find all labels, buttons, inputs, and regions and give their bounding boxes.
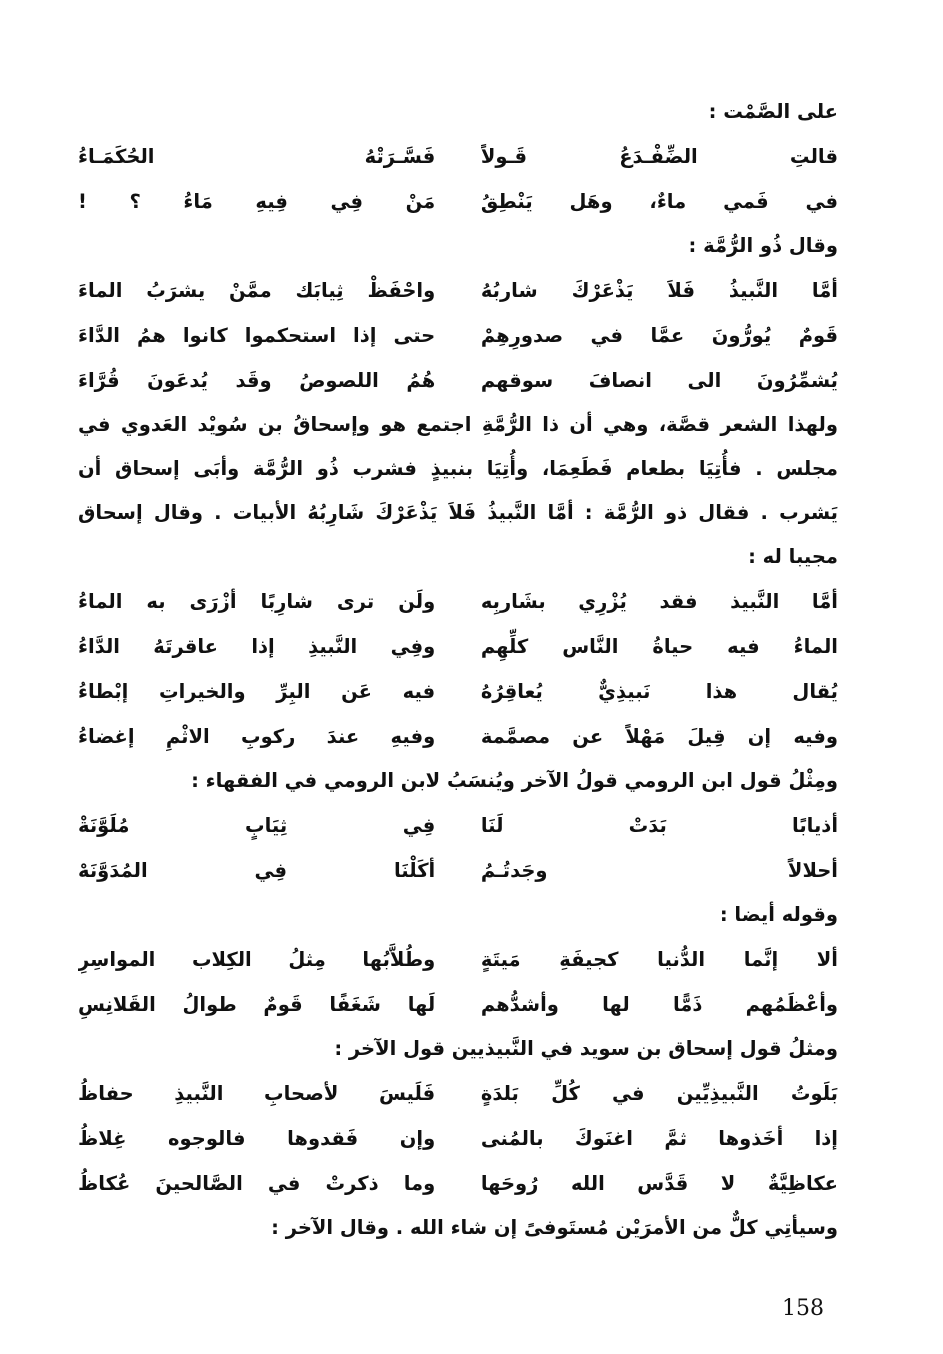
second-hemistich: ولَن ترى شارِبًا أزْرَى به الماءُ [78, 590, 436, 613]
second-hemistich: أكَلْنَا فِي المُدَوَّنَهْ [78, 859, 436, 882]
second-hemistich: وطُلاَّبُها مِثلُ الكِلاب المواسِرِ [78, 948, 436, 971]
closing-line: وسيأتِي كلٌّ من الأمرَيْن مُستَوفىً إن شاء الله . وقال الآخر : [271, 1216, 838, 1239]
verse-line [78, 313, 838, 358]
first-hemistich: يُقال هذا نَبيذِيٌّ يُعاقِرُهُ [480, 680, 838, 703]
verse-line [78, 624, 838, 669]
paragraph-line: ولهذا الشعر قصَّة، وهي أن ذا الرُّمَّةِ اجتمع هو وإسحاقُ بن سُويْد العَدوي في [78, 413, 838, 436]
first-hemistich: أمَّا النَّبيذُ فَلاَ يَذْعَرْكَ شاربُهُ [480, 279, 838, 302]
section-heading: وقال ذُو الرُّمَّة : [688, 234, 838, 257]
first-hemistich: قالتِ الضِّفْـدَعُ قَـولاً [480, 145, 838, 168]
second-hemistich: وفيهِ عندَ ركوبِ الاثْمِ إغضاءُ [78, 725, 436, 748]
verse-line [78, 1161, 838, 1206]
verse-line [78, 669, 838, 714]
second-hemistich: حتى إذا استحكموا كانوا همُ الدَّاءَ [78, 324, 436, 347]
section-heading: ومثلُ قول إسحاق بن سويد في النَّبيذيين قول الآخر : [334, 1037, 838, 1060]
second-hemistich: هُمُ اللصوصُ وقَد يُدعَونَ قُرَّاءَ [78, 369, 436, 392]
second-hemistich: فِي ثِيَابٍ مُلَوَّنَةْ [78, 814, 436, 837]
verse-line [78, 1071, 838, 1116]
first-hemistich: وفيه إن قِيلَ مَهْلاً عن مصمَّمة [480, 725, 838, 748]
section-heading: وقوله أيضا : [719, 903, 838, 926]
paragraph-line: يَشرب . فقال ذو الرُّمَّة : أمَّا النَّبيذُ فَلاَ يَذْعَرْكَ شَارِبُهُ الأبيات . وقال إسحاق [78, 501, 838, 524]
second-hemistich: وإن فَقدوها فالوجوه غِلاظُ [78, 1127, 436, 1150]
first-hemistich: عكاظِيَّةٌ لا قَدَّس الله رُوحَها [480, 1172, 838, 1195]
second-hemistich: فَسَّـرَتْهُ الحُكَمَـاءُ [78, 145, 436, 168]
verse-line [78, 714, 838, 759]
first-hemistich: إذا أخَذوها ثمَّ اغنَوكَ بالمُنى [480, 1127, 838, 1150]
verse-line [78, 848, 838, 893]
first-hemistich: قَومٌ يُورُّونَ عمَّا في صدورِهِمْ [480, 324, 838, 347]
first-hemistich: ألا إنَّما الدُّنيا كجيفَةِ مَيتَةٍ [480, 948, 838, 971]
second-hemistich: فَلَيسَ لأصحابِ النَّبيذِ حفاظُ [78, 1082, 436, 1105]
second-hemistich: فيه عَن البِرِّ والخيراتِ إبْطاءُ [78, 680, 436, 703]
verse-line [78, 937, 838, 982]
verse-line [78, 803, 838, 848]
second-hemistich: لَها شَغَفًا قَومٌ طوالُ القَلانِسِ [78, 993, 436, 1016]
first-hemistich: بَلَوتُ النَّبيذِيِّين في كُلِّ بَلدَةٍ [480, 1082, 838, 1105]
second-hemistich: وما ذكرتْ في الصَّالحينَ عُكاظُ [78, 1172, 436, 1195]
first-hemistich: أمَّا النَّبيذ فقد يُزْرِي بشَاربِه [480, 590, 838, 613]
verse-line [78, 1116, 838, 1161]
verse-line [78, 268, 838, 313]
section-heading: على الصَّمْت : [708, 100, 838, 123]
first-hemistich: أحلالاً وجَدتُـمُ [480, 859, 838, 882]
page-content [78, 90, 838, 1250]
second-hemistich: مَنْ فِي فِيهِ مَاءُ ؟ ! [78, 190, 436, 213]
paragraph-line: مجيبا له : [748, 545, 838, 568]
first-hemistich: في فَمي ماءٌ، وهَل يَنْطِقُ [480, 190, 838, 213]
first-hemistich: أذيابًا بَدَتْ لَنَا [480, 814, 838, 837]
first-hemistich: الماءُ فيه حياةُ النَّاس كلِّهِم [480, 635, 838, 658]
paragraph-line: مجلس . فأُتِيَا بطعام فَطَعِمَا، وأُتِيَا بنبيذٍ فشرب ذُو الرُّمَّة وأبَى إسحاق أن [78, 457, 838, 480]
first-hemistich: يُشمِّرُونَ الى انصافَ سوقهم [480, 369, 838, 392]
verse-line [78, 134, 838, 179]
first-hemistich: وأعْظَمُهم ذَمًّا لها وأشدُّهم [480, 993, 838, 1016]
second-hemistich: وفِي النَّبيذِ إذا عاقرتَهُ الدَّاءُ [78, 635, 436, 658]
verse-line [78, 358, 838, 403]
verse-line [78, 179, 838, 224]
verse-line [78, 982, 838, 1027]
page-number: 158 [782, 1296, 824, 1321]
section-heading: ومِثْلُ قول ابن الرومي قولُ الآخر ويُنسَبُ لابن الرومي في الفقهاء : [191, 769, 838, 792]
second-hemistich: واحْفَظْ ثِيابَك ممَّنْ يشرَبُ الماءَ [78, 279, 436, 302]
verse-line [78, 579, 838, 624]
